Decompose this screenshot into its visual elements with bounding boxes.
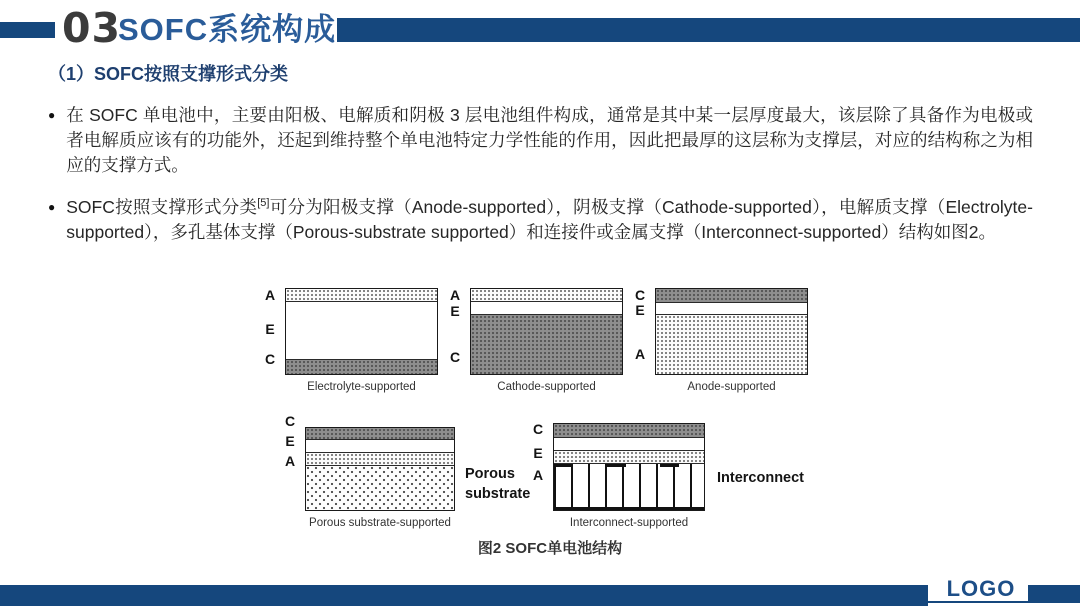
bullet-icon: ● <box>48 108 56 122</box>
porous-substrate-layer <box>306 465 454 510</box>
panel-electrolyte-supported <box>264 287 438 393</box>
bullet-text-2-post: 可分为阳极支撑（Anode-supported），阴极支撑（Cathode-supported），电解质支撑（Electrolyte-supported），多孔基体支撑（Porous-substrate supported）和连接件或金属支撑（Interconnect-supported）结构如图2。 <box>66 197 1033 243</box>
anode-layer <box>306 452 454 465</box>
panel-caption: Anode-supported <box>687 381 776 393</box>
layer-label-anode: A <box>264 287 276 303</box>
electrolyte-layer <box>554 437 704 450</box>
layer-label-cathode: C <box>264 351 276 367</box>
cathode-layer <box>554 424 704 437</box>
cathode-layer <box>286 359 437 374</box>
bullet-icon: ● <box>48 200 56 215</box>
porous-substrate-label: Porous substrate <box>465 466 531 502</box>
interconnect-label: Interconnect <box>717 470 805 486</box>
cell-stack-diagram <box>470 288 623 375</box>
cell-stack-diagram <box>553 423 705 511</box>
layer-label-electrolyte: E <box>285 433 295 449</box>
panel-caption: Electrolyte-supported <box>307 381 416 393</box>
bullet-text-2-pre: SOFC按照支撑形式分类 <box>66 197 258 218</box>
cathode-layer <box>306 428 454 439</box>
electrolyte-layer <box>471 301 622 314</box>
interconnect-channels-layer <box>554 463 704 510</box>
bullet-text-1: 在 SOFC 单电池中，主要由阳极、电解质和阴极 3 层电池组件构成，通常是其中某一层厚度最大，该层除了具备作为电极或者电解质应该有的功能外，还起到维持整个单电池特定力学性能的作用，因此把最厚的这层称为支撑层，对应的结构称之为相应的支撑方式。 <box>66 105 1033 176</box>
slide-subtitle: （1）SOFC按照支撑形式分类 <box>48 64 289 84</box>
bullet-text-2 <box>66 195 1033 245</box>
panel-cathode-supported <box>449 287 623 393</box>
footer-bar <box>0 585 928 606</box>
cell-stack-diagram <box>655 288 808 375</box>
section-number: 03 <box>62 4 122 52</box>
bullet-item-2 <box>48 195 1033 245</box>
citation-ref: [5] <box>257 197 270 210</box>
panel-anode-supported <box>634 287 808 393</box>
panel-porous-substrate-supported <box>284 413 531 529</box>
layer-label-cathode: C <box>449 349 461 365</box>
layer-label-anode: A <box>284 453 296 469</box>
layer-label-electrolyte: E <box>635 302 645 318</box>
cathode-layer <box>471 314 622 374</box>
header-left-bar <box>0 22 55 38</box>
layer-label-cathode: C <box>284 413 296 429</box>
panel-caption: Interconnect-supported <box>569 517 689 529</box>
cell-stack-diagram <box>305 427 455 511</box>
footer-right-block <box>1028 585 1080 602</box>
layer-label-electrolyte: E <box>265 321 275 337</box>
anode-layer <box>286 289 437 301</box>
header-right-bar <box>337 18 1080 42</box>
panel-caption: Cathode-supported <box>497 381 596 393</box>
cell-stack-diagram <box>285 288 438 375</box>
bullet-item-1 <box>48 103 1033 178</box>
cathode-layer <box>656 289 807 302</box>
layer-label-anode: A <box>449 287 461 303</box>
electrolyte-layer <box>306 439 454 452</box>
footer-logo: LOGO <box>946 576 1016 601</box>
layer-label-electrolyte: E <box>533 445 543 461</box>
figure-caption: 图2 SOFC单电池结构 <box>477 540 623 557</box>
layer-label-anode: A <box>532 467 544 483</box>
layer-label-cathode: C <box>634 287 646 303</box>
layer-label-electrolyte: E <box>450 303 460 319</box>
anode-layer <box>554 450 704 463</box>
anode-layer <box>656 314 807 374</box>
panel-interconnect-supported <box>532 421 805 529</box>
bullet-list <box>48 103 1033 245</box>
page-title: SOFC系统构成 <box>118 12 337 47</box>
anode-layer <box>471 289 622 301</box>
electrolyte-layer <box>286 301 437 359</box>
panel-caption: Porous substrate-supported <box>309 517 451 529</box>
figure-sofc-structures <box>255 282 825 532</box>
electrolyte-layer <box>656 302 807 314</box>
layer-label-cathode: C <box>532 421 544 437</box>
layer-label-anode: A <box>634 346 646 362</box>
